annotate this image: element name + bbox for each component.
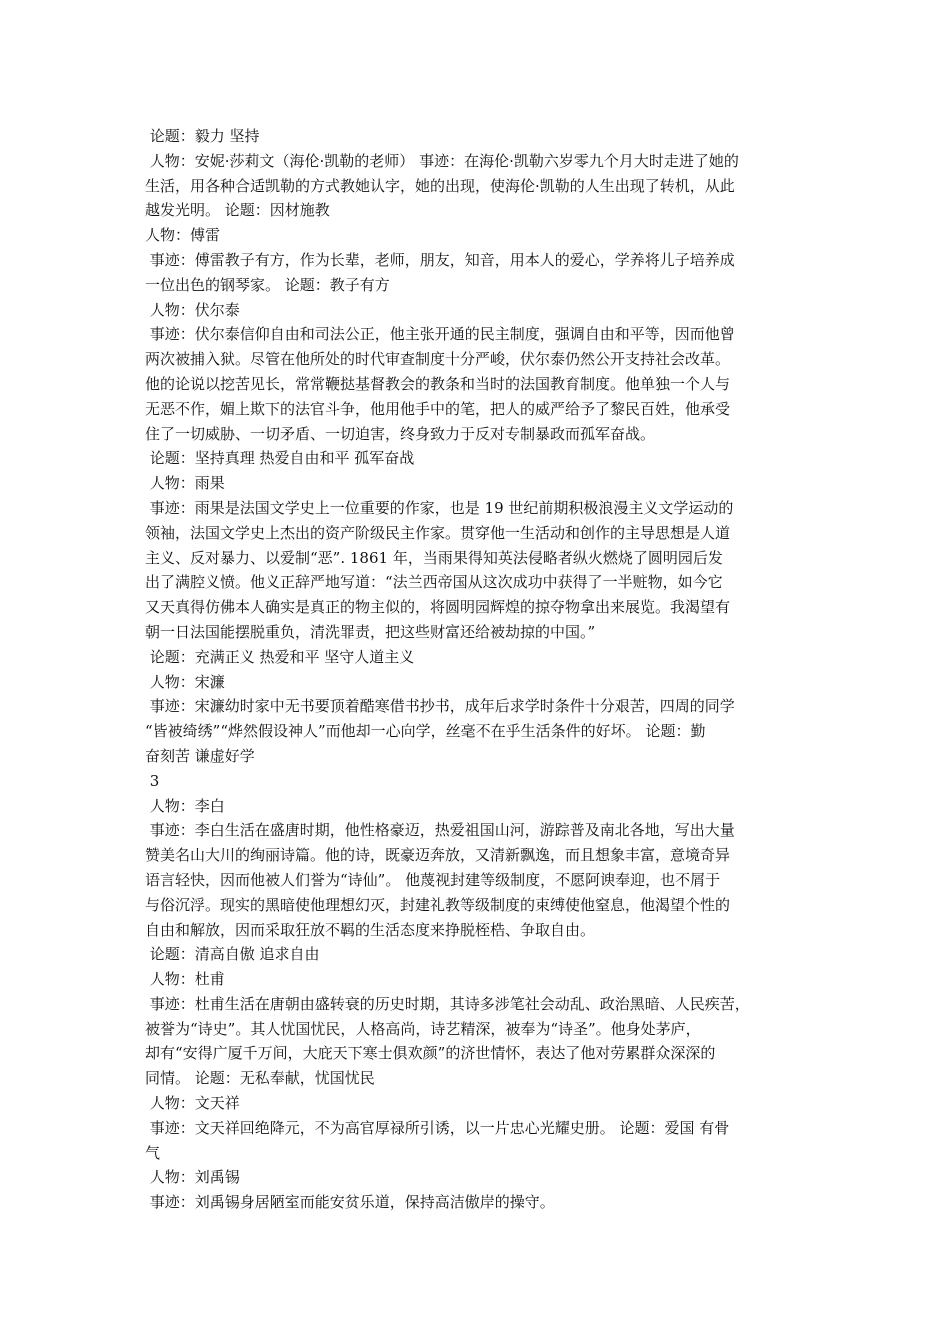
text-line: 论题：坚持真理 热爱自由和平 孤军奋战	[145, 449, 415, 468]
document-body	[145, 124, 813, 1215]
text-line: “皆被绮绣”“烨然假设神人”而他却一心向学，丝毫不在乎生活条件的好坏。 论题：勤	[145, 722, 706, 741]
text-line: 事迹：雨果是法国文学史上一位重要的作家，也是 19 世纪前期积极浪漫主义文学运动的	[145, 498, 734, 517]
text-line: 主义、反对暴力、以爱制“恶”. 1861 年，当雨果得知英法侵略者纵火燃烧了圆明园后发	[145, 548, 723, 567]
page-number: 3	[145, 771, 160, 790]
text-line: 越发光明。 论题：因材施教	[145, 201, 330, 220]
text-line: 被誉为“诗史”。其人忧国忧民，人格高尚，诗艺精深，被奉为“诗圣”。他身处茅庐，	[145, 1019, 701, 1038]
text-line: 同情。 论题：无私奉献，忧国忧民	[145, 1069, 375, 1088]
text-line: 事迹：伏尔泰信仰自由和司法公正，他主张开通的民主制度，强调自由和平等，因而他曾	[145, 325, 735, 344]
text-line: 朝一日法国能摆脱重负，清洗罪责，把这些财富还给被劫掠的中国。”	[145, 622, 596, 641]
text-line: 无恶不作，媚上欺下的法官斗争，他用他手中的笔，把人的威严给予了黎民百姓，他承受	[145, 399, 731, 418]
text-line: 论题：清高自傲 追求自由	[145, 945, 320, 964]
text-line: 人物：宋濂	[145, 672, 225, 691]
text-line: 人物：雨果	[145, 474, 225, 493]
text-line: 气	[145, 1143, 161, 1162]
text-line: 人物：杜甫	[145, 970, 225, 989]
text-line: 赞美名山大川的绚丽诗篇。他的诗，既豪迈奔放，又清新飘逸，而且想象丰富，意境奇异	[145, 846, 731, 865]
text-line: 人物：文天祥	[145, 1094, 240, 1113]
text-line: 事迹：宋濂幼时家中无书要顶着酷寒借书抄书，成年后求学时条件十分艰苦，四周的同学	[145, 697, 735, 716]
text-line: 事迹：文天祥回绝降元，不为高官厚禄所引诱，以一片忠心光耀史册。 论题：爱国 有骨	[145, 1118, 730, 1137]
text-line: 论题：毅力 坚持	[145, 127, 260, 145]
text-line: 人物：安妮·莎莉文（海伦·凯勒的老师） 事迹：在海伦·凯勒六岁零九个月大时走进了她的	[145, 151, 739, 170]
text-line: 领袖，法国文学史上杰出的资产阶级民主作家。贯穿他一生活动和创作的主导思想是人道	[145, 523, 731, 542]
text-line: 事迹：李白生活在盛唐时期，他性格豪迈，热爱祖国山河，游踪普及南北各地，写出大量	[145, 821, 735, 840]
text-line: 人物：刘禹锡	[145, 1168, 240, 1187]
text-line: 自由和解放，因而采取狂放不羁的生活态度来挣脱桎梏、争取自由。	[145, 920, 596, 939]
text-line: 又天真得仿佛本人确实是真正的物主似的，将圆明园辉煌的掠夺物拿出来展览。我渴望有	[145, 598, 731, 617]
text-line: 论题：充满正义 热爱和平 坚守人道主义	[145, 647, 415, 666]
text-line: 两次被捕入狱。尽管在他所处的时代审查制度十分严峻，伏尔泰仍然公开支持社会改革。	[145, 350, 731, 369]
text-line: 语言轻快，因而他被人们誉为“诗仙”。 他蔑视封建等级制度，不愿阿谀奉迎，也不屑于	[145, 870, 721, 889]
text-line: 人物：伏尔泰	[145, 300, 240, 319]
text-line: 生活，用各种合适凯勒的方式教她认字，她的出现，使海伦·凯勒的人生出现了转机，从此	[145, 176, 735, 195]
text-line: 奋刻苦 谦虚好学	[145, 746, 255, 765]
text-line: 却有“安得广厦千万间，大庇天下寒士俱欢颜”的济世情怀，表达了他对劳累群众深深的	[145, 1044, 716, 1063]
text-line: 事迹：杜甫生活在唐朝由盛转衰的历史时期，其诗多涉笔社会动乱、政治黑暗、人民疾苦，	[145, 994, 750, 1013]
text-line: 事迹：傅雷教子有方，作为长辈，老师，朋友，知音，用本人的爱心，学养将儿子培养成	[145, 250, 735, 269]
text-line: 出了满腔义愤。他义正辞严地写道：“法兰西帝国从这次成功中获得了一半赃物，如今它	[145, 573, 723, 592]
text-line: 事迹：刘禹锡身居陋室而能安贫乐道，保持高洁傲岸的操守。	[145, 1193, 555, 1212]
text-line: 他的论说以挖苦见长，常常鞭挞基督教会的教条和当时的法国教育制度。他单独一个人与	[145, 374, 731, 393]
text-line: 住了一切威胁、一切矛盾、一切迫害，终身致力于反对专制暴政而孤军奋战。	[145, 424, 656, 443]
text-line: 人物：傅雷	[145, 226, 221, 245]
text-line: 人物：李白	[145, 796, 225, 815]
text-line: 与俗沉浮。现实的黑暗使他理想幻灭，封建礼教等级制度的束缚使他窒息，他渴望个性的	[145, 895, 731, 914]
text-line: 一位出色的钢琴家。 论题：教子有方	[145, 275, 390, 294]
